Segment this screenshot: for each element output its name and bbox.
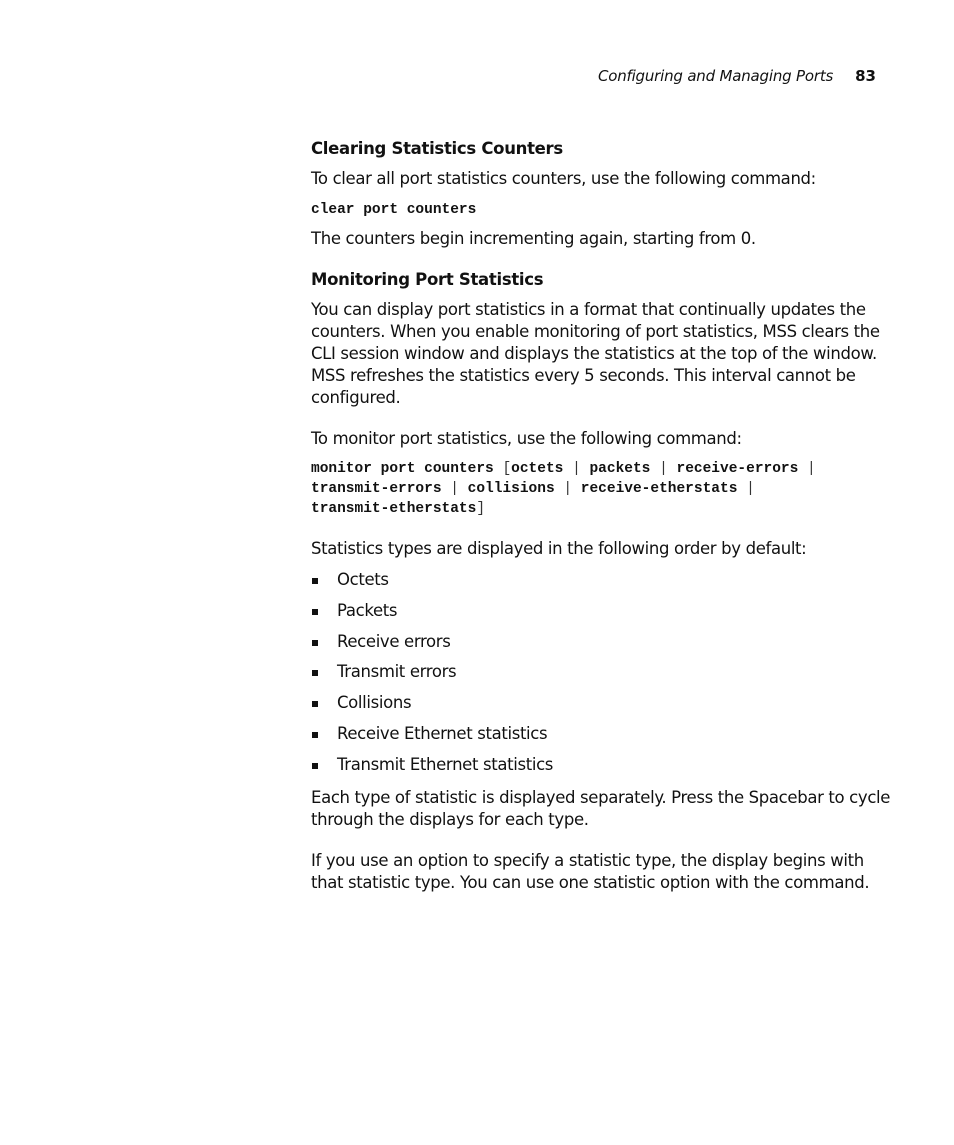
cmd-separator: |	[659, 461, 668, 477]
cmd-close-bracket: ]	[476, 501, 486, 517]
cmd-separator: |	[563, 481, 573, 497]
monitor-command-line-3	[311, 499, 891, 519]
clear-command-text: clear port counters	[311, 202, 477, 218]
cmd-separator: |	[572, 461, 581, 477]
monitoring-paragraph-4: If you use an option to specify a statistic type, the display begins with that statistic type. You can use one statistic option with the command.	[311, 850, 870, 892]
list-item	[311, 692, 891, 714]
square-bullet-icon	[312, 609, 318, 615]
cmd-separator: |	[450, 481, 459, 497]
list-item-text: Transmit Ethernet statistics	[337, 754, 554, 774]
cmd-option-receive-errors: receive-errors	[676, 461, 799, 477]
statistics-types-list	[311, 569, 891, 776]
monitor-command-syntax	[311, 459, 891, 519]
cmd-option-receive-etherstats: receive-etherstats	[580, 481, 738, 497]
cmd-option-octets: octets	[511, 461, 564, 477]
clear-command-syntax	[311, 200, 891, 220]
order-intro-text: Statistics types are displayed in the following order by default:	[311, 539, 807, 558]
list-item	[311, 723, 891, 745]
clearing-intro-text: To clear all port statistics counters, use the following command:	[311, 169, 816, 188]
page-number: 83	[855, 67, 876, 85]
cmd-separator: |	[807, 461, 816, 477]
cmd-option-collisions: collisions	[467, 481, 555, 497]
square-bullet-icon	[312, 701, 318, 707]
list-item	[311, 661, 891, 683]
monitoring-paragraph-3: Each type of statistic is displayed separately. Press the Spacebar to cycle through the displays for each type.	[311, 787, 891, 829]
square-bullet-icon	[312, 578, 318, 584]
heading-clearing-statistics-counters: Clearing Statistics Counters	[311, 139, 563, 158]
monitoring-paragraph-1: You can display port statistics in a format that continually updates the counters. When you enable monitoring of port statistics, MSS clears the CLI session window and displays the statistics at the top of the window. MSS refreshes the statistics every 5 seconds. This interval cannot be configured.	[311, 300, 880, 407]
list-item-text: Collisions	[337, 693, 412, 713]
list-item	[311, 600, 891, 622]
cmd-option-transmit-errors: transmit-errors	[311, 481, 442, 497]
running-header	[0, 66, 876, 86]
heading-monitoring-port-statistics: Monitoring Port Statistics	[311, 270, 544, 289]
cmd-option-packets: packets	[589, 461, 651, 477]
list-item-text: Transmit errors	[337, 662, 457, 682]
list-item	[311, 754, 891, 776]
page-body	[311, 138, 891, 894]
monitor-command-line-1	[311, 459, 891, 479]
list-item	[311, 631, 891, 653]
cmd-base: monitor port counters	[311, 461, 494, 477]
square-bullet-icon	[312, 670, 318, 676]
running-header-title: Configuring and Managing Ports	[597, 67, 834, 85]
square-bullet-icon	[312, 763, 318, 769]
monitor-command-line-2	[311, 479, 891, 499]
square-bullet-icon	[312, 732, 318, 738]
list-item-text: Packets	[337, 600, 398, 620]
cmd-separator: |	[746, 481, 755, 497]
list-item-text: Receive Ethernet statistics	[337, 723, 548, 743]
square-bullet-icon	[312, 640, 318, 646]
clearing-after-text: The counters begin incrementing again, starting from 0.	[311, 229, 756, 248]
list-item-text: Receive errors	[337, 631, 451, 651]
monitoring-paragraph-2: To monitor port statistics, use the following command:	[311, 429, 742, 448]
cmd-option-transmit-etherstats: transmit-etherstats	[311, 501, 477, 517]
cmd-open-bracket: [	[502, 461, 512, 477]
list-item-text: Octets	[337, 570, 389, 589]
list-item	[311, 569, 891, 591]
